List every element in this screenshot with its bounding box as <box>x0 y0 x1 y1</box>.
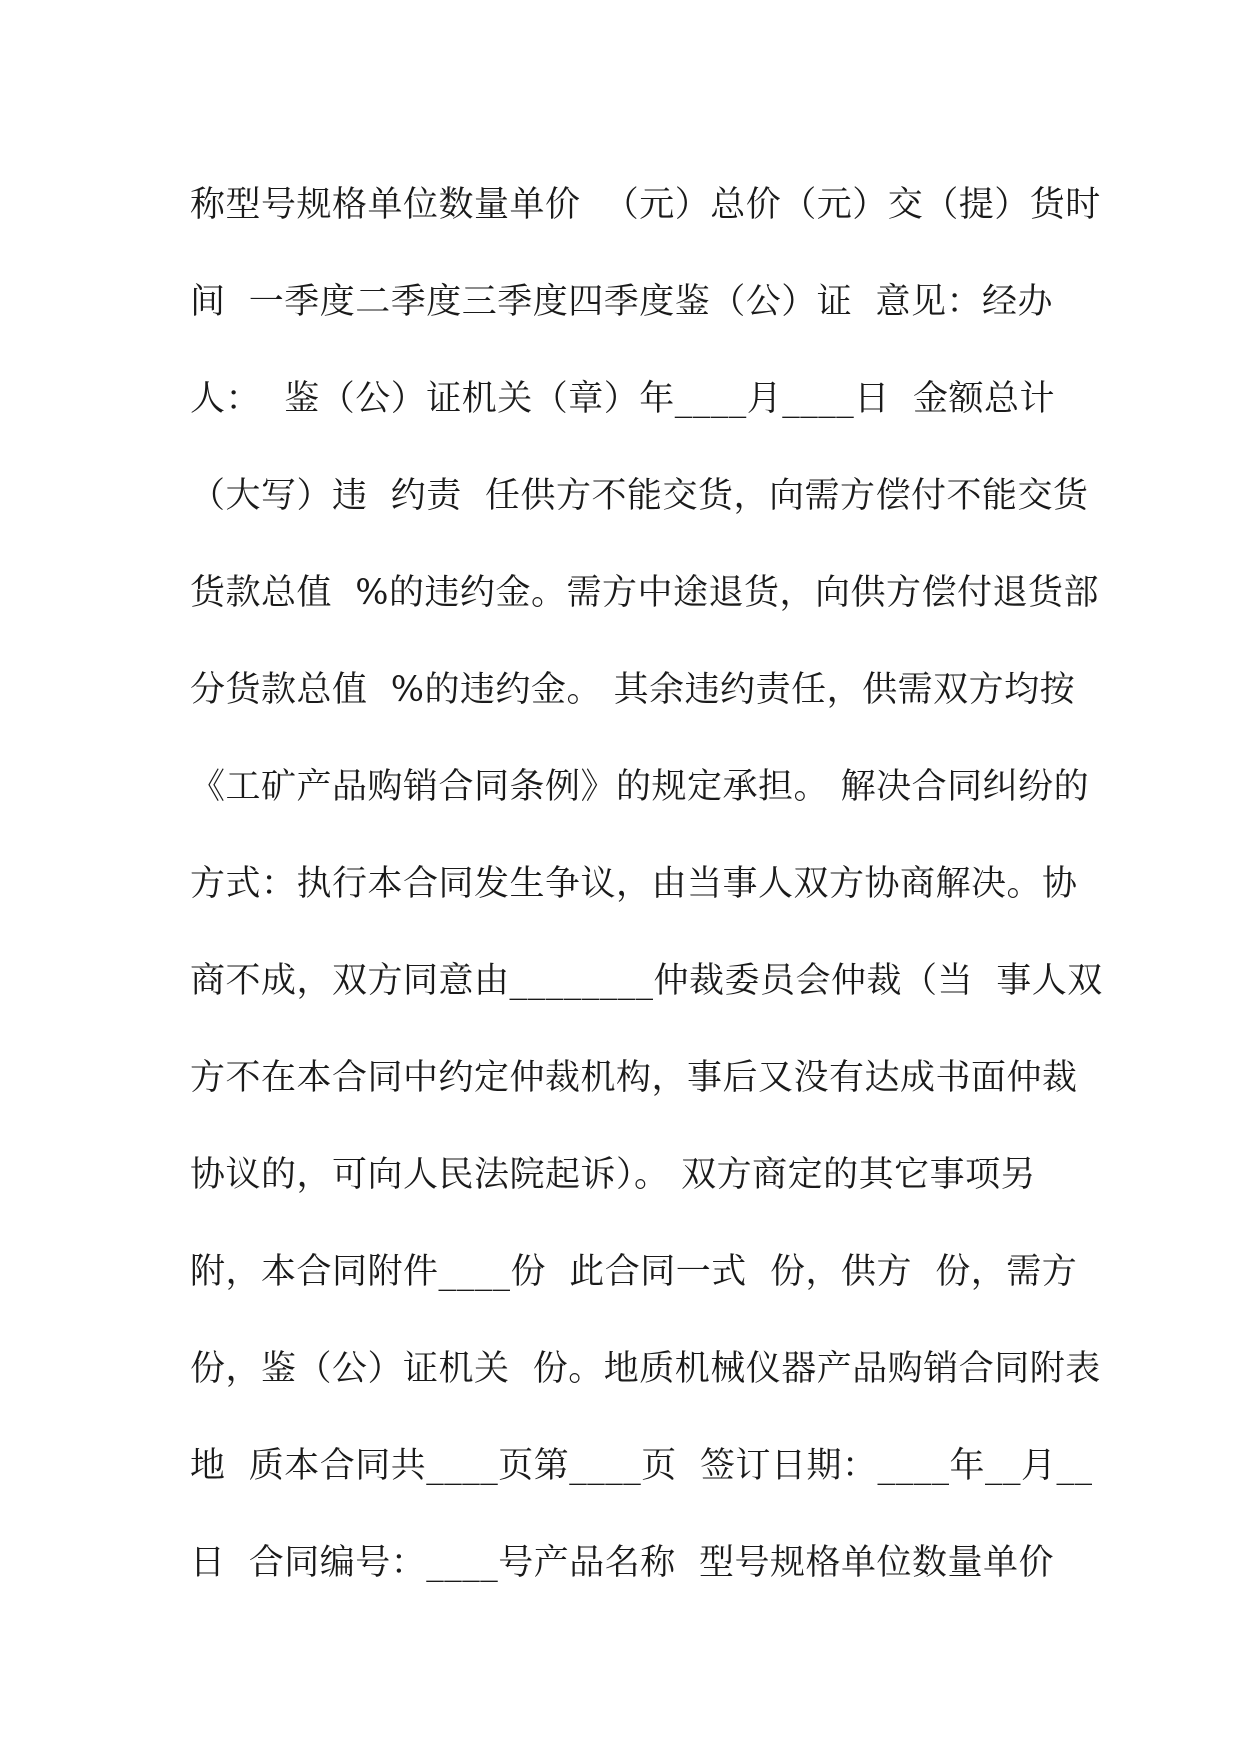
text-line: 《工矿产品购销合同条例》的规定承担。 解决合同纠纷的 <box>190 767 1090 807</box>
text-line: 人： 鉴（公）证机关（章）年____月____日 金额总计 <box>190 379 1056 419</box>
text-line: 份，鉴（公）证机关 份。地质机械仪器产品购销合同附表 <box>190 1349 1101 1389</box>
text-line: 商不成，双方同意由________仲裁委员会仲裁（当 事人双 <box>190 961 1103 1001</box>
text-line: 货款总值 %的违约金。需方中途退货，向供方偿付退货部 <box>190 573 1100 613</box>
text-line: 方式：执行本合同发生争议，由当事人双方协商解决。协 <box>190 864 1078 904</box>
text-line: 间 一季度二季度三季度四季度鉴（公）证 意见：经办 <box>190 282 1054 322</box>
text-line: （大写）违 约责 任供方不能交货，向需方偿付不能交货 <box>190 476 1089 516</box>
text-line: 附，本合同附件____份 此合同一式 份，供方 份，需方 <box>190 1252 1078 1292</box>
text-line: 称型号规格单位数量单价 （元）总价（元）交（提）货时 <box>190 185 1101 225</box>
text-line: 方不在本合同中约定仲裁机构，事后又没有达成书面仲裁 <box>190 1058 1078 1098</box>
text-line: 地 质本合同共____页第____页 签订日期：____年__月__ <box>190 1446 1093 1486</box>
text-line: 协议的，可向人民法院起诉）。 双方商定的其它事项另 <box>190 1155 1037 1195</box>
text-line: 分货款总值 %的违约金。 其余违约责任，供需双方均按 <box>190 670 1076 710</box>
text-line: 日 合同编号：____号产品名称 型号规格单位数量单价 <box>190 1543 1055 1583</box>
